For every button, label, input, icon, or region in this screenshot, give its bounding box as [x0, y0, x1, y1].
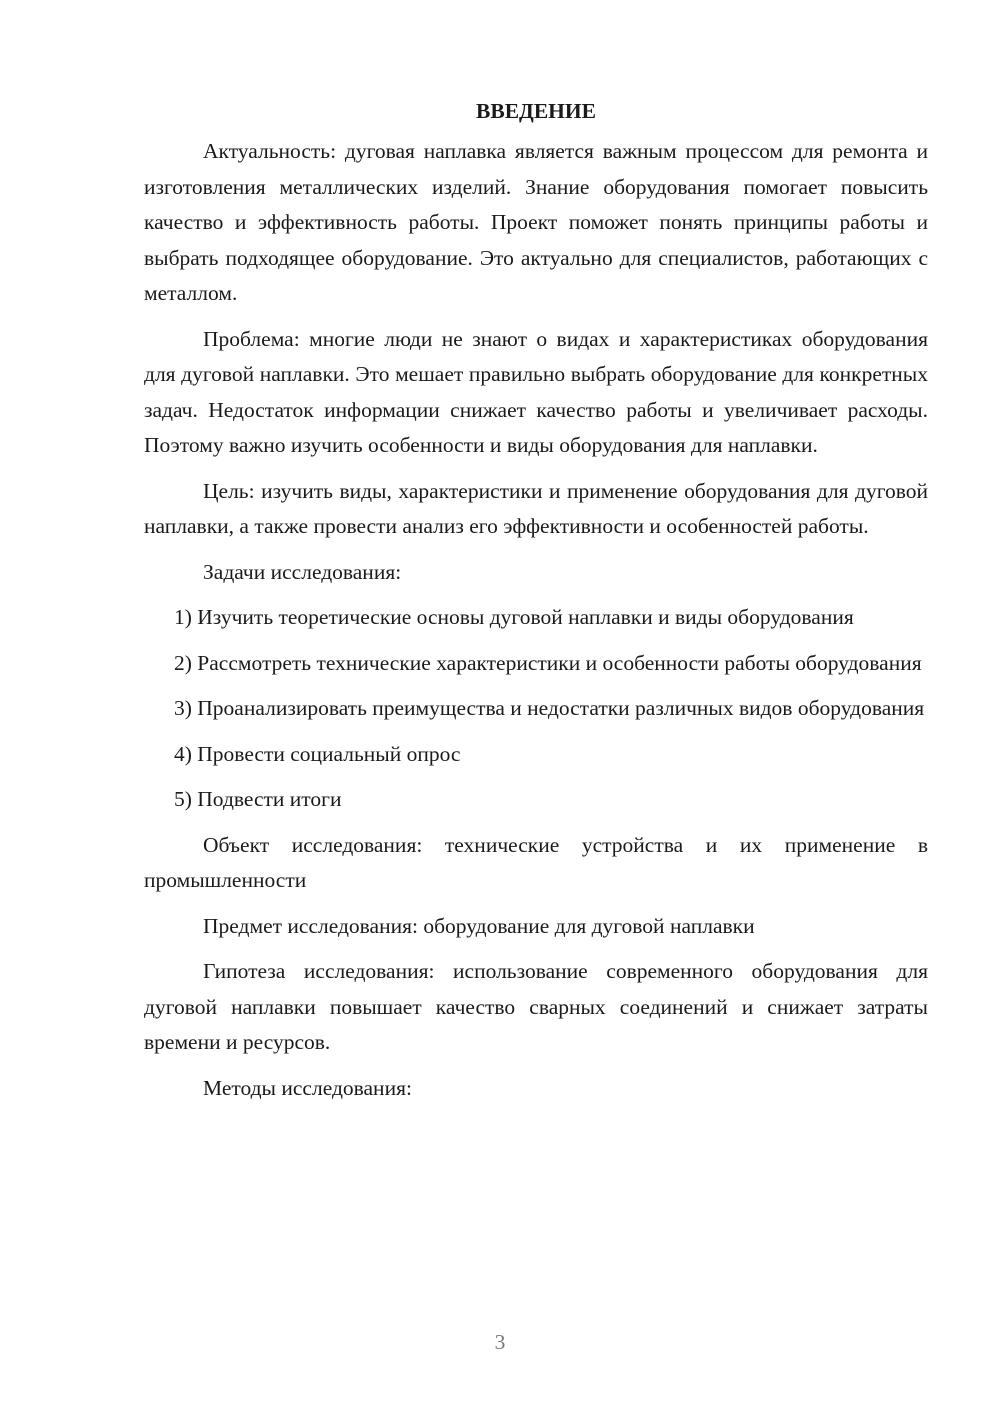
relevance-paragraph: Актуальность: дуговая наплавка является важным процессом для ремонта и изготовления металлических изделий. Знание оборудования помогает повысить качество и эффективность работы. Проект поможет понять принципы работы и выбрать подходящее оборудование. Это актуально для специалистов, работающих с металлом. [144, 139, 928, 305]
tasks-heading: Задачи исследования: [203, 559, 402, 584]
object-paragraph: Объект исследования: технические устройства и их применение в промышленности [144, 832, 928, 892]
goal-paragraph: Цель: изучить виды, характеристики и применение оборудования для дуговой наплавки, а также провести анализ его эффективности и особенностей работы. [144, 478, 928, 538]
document-page [144, 96, 928, 1116]
tasks-list [144, 600, 928, 818]
problem-paragraph: Проблема: многие люди не знают о видах и характеристиках оборудования для дуговой наплавки. Это мешает правильно выбрать оборудование для конкретных задач. Недостаток информации снижает качество работы и увеличивает расходы. Поэтому важно изучить особенности и виды оборудования для наплавки. [144, 326, 928, 457]
subject-paragraph: Предмет исследования: оборудование для дуговой наплавки [203, 913, 755, 938]
list-item: 4) Провести социальный опрос [174, 741, 461, 766]
list-item: 5) Подвести итоги [174, 787, 342, 811]
methods-heading: Методы исследования: [203, 1075, 412, 1100]
list-item: 3) Проанализировать преимущества и недостатки различных видов оборудования [174, 696, 925, 720]
page-number: 3 [494, 1330, 506, 1354]
page-title: ВВЕДЕНИЕ [476, 99, 596, 123]
list-item: 1) Изучить теоретические основы дуговой наплавки и виды оборудования [174, 605, 854, 629]
hypothesis-paragraph: Гипотеза исследования: использование современного оборудования для дуговой наплавки повышает качество сварных соединений и снижает затраты времени и ресурсов. [144, 959, 928, 1054]
list-item: 2) Рассмотреть технические характеристики и особенности работы оборудования [174, 650, 922, 675]
